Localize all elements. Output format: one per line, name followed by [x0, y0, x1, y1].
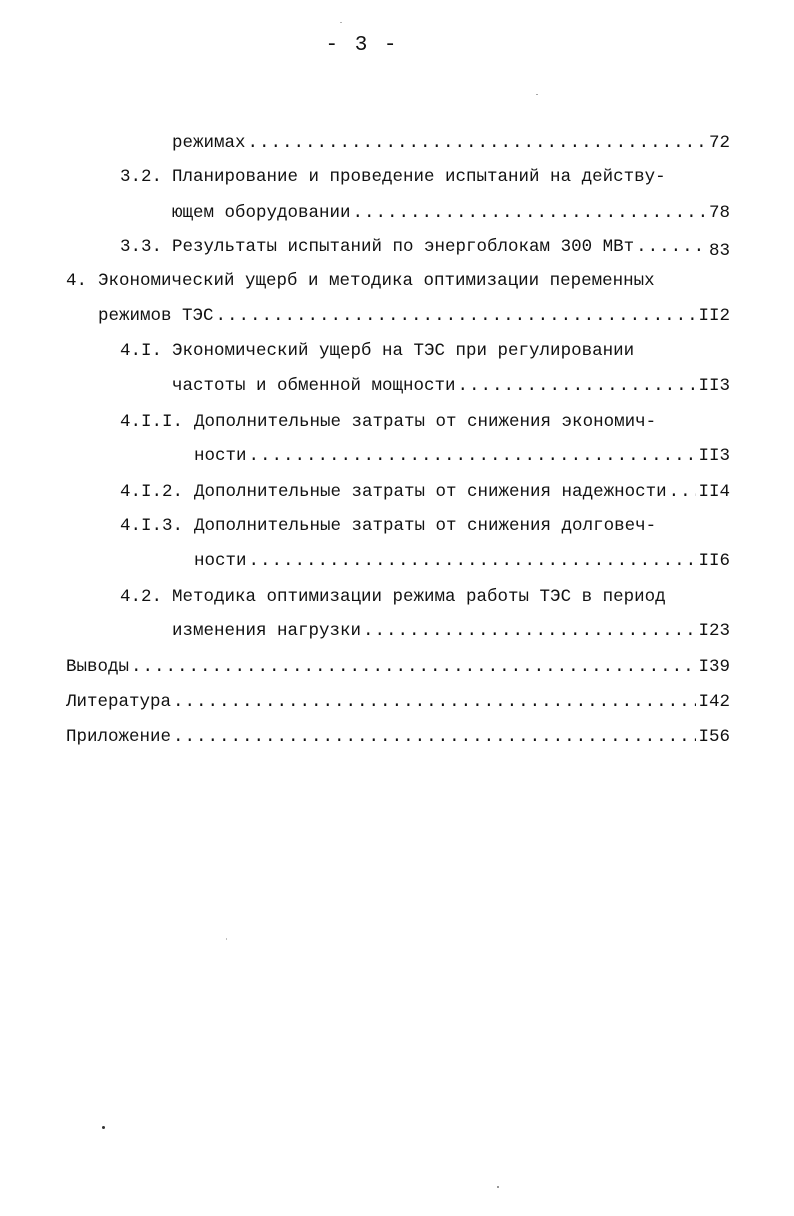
scan-speck: [102, 1126, 105, 1129]
toc-entry-title: режимах: [172, 133, 246, 153]
toc-leader-dots: [669, 479, 697, 505]
toc-entry: [172, 200, 730, 226]
toc-entry: [120, 479, 730, 505]
toc-entry: [120, 234, 730, 260]
toc-entry: [172, 618, 730, 644]
toc-entry-title: Дополнительные затраты от снижения надежности: [194, 482, 667, 502]
toc-entry-number: 4.I.3.: [120, 516, 184, 536]
scan-speck: [497, 1186, 499, 1188]
toc-leader-dots: [636, 234, 707, 260]
toc-leader-dots: [249, 443, 697, 469]
toc-entry-title: ющем оборудовании: [172, 203, 351, 223]
toc-leader-dots: [131, 654, 696, 680]
toc-entry: [120, 164, 666, 190]
toc-leader-dots: [363, 618, 696, 644]
toc-entry-number: 4.: [66, 271, 88, 291]
toc-entry: [120, 584, 666, 610]
toc-entry: [120, 513, 656, 539]
toc-entry-title: Экономический ущерб и методика оптимизации переменных: [98, 271, 655, 291]
toc-entry-page: 72: [708, 133, 730, 153]
toc-entry: [194, 443, 730, 469]
toc-entry-title: Результаты испытаний по энергоблокам 300 МВт: [172, 237, 635, 257]
toc-entry-page: I56: [698, 727, 730, 747]
toc-entry-number: 3.2.: [120, 167, 163, 187]
toc-entry-page: I42: [698, 692, 730, 712]
toc-entry-title: Методика оптимизации режима работы ТЭС в период: [172, 587, 666, 607]
toc-entry-title: Экономический ущерб на ТЭС при регулировании: [172, 341, 635, 361]
toc-leader-dots: [216, 303, 697, 329]
toc-leader-dots: [353, 200, 707, 226]
toc-entry-title: частоты и обменной мощности: [172, 376, 456, 396]
scan-speck: [340, 22, 342, 23]
toc-leader-dots: [248, 130, 707, 156]
page-number: - 3 -: [325, 34, 399, 57]
toc-entry: [120, 338, 634, 364]
toc-leader-dots: [173, 724, 696, 750]
toc-entry-title: Планирование и проведение испытаний на действу-: [172, 167, 666, 187]
toc-entry-title: Дополнительные затраты от снижения экономич-: [194, 412, 657, 432]
toc-entry-page: II3: [698, 446, 730, 466]
toc-entry-page: 78: [708, 203, 730, 223]
toc-entry-title: ности: [194, 551, 247, 571]
toc-entry-title: Дополнительные затраты от снижения долговеч-: [194, 516, 657, 536]
toc-entry: [66, 654, 730, 680]
toc-entry-number: 4.I.2.: [120, 482, 184, 502]
toc-entry-title: Выводы: [66, 657, 130, 677]
toc-entry-number: 4.I.I.: [120, 412, 184, 432]
toc-entry-title: изменения нагрузки: [172, 621, 362, 641]
toc-entry-title: режимов ТЭС: [98, 306, 214, 326]
toc-leader-dots: [173, 689, 696, 715]
toc-entry-page: II6: [698, 551, 730, 571]
toc-entry-title: Приложение: [66, 727, 172, 747]
toc-entry-number: 4.2.: [120, 587, 163, 607]
toc-leader-dots: [249, 548, 697, 574]
scan-speck: [226, 938, 227, 940]
toc-entry-page: 83: [708, 241, 730, 261]
toc-entry: [172, 130, 730, 156]
toc-entry-page: II2: [698, 306, 730, 326]
toc-entry: [172, 373, 730, 399]
scan-speck: [536, 94, 538, 95]
toc-entry: [194, 548, 730, 574]
toc-entry-title: Литература: [66, 692, 172, 712]
toc-entry-title: ности: [194, 446, 247, 466]
toc-leader-dots: [458, 373, 697, 399]
toc-entry: [120, 409, 656, 435]
toc-entry-number: 4.I.: [120, 341, 163, 361]
toc-entry-page: I23: [698, 621, 730, 641]
toc-entry-page: II3: [698, 376, 730, 396]
toc-entry: [66, 724, 730, 750]
toc-entry-page: I39: [698, 657, 730, 677]
toc-entry: [66, 268, 655, 294]
toc-entry-page: II4: [698, 482, 730, 502]
toc-entry: [66, 689, 730, 715]
toc-entry-number: 3.3.: [120, 237, 163, 257]
toc-entry: [98, 303, 730, 329]
